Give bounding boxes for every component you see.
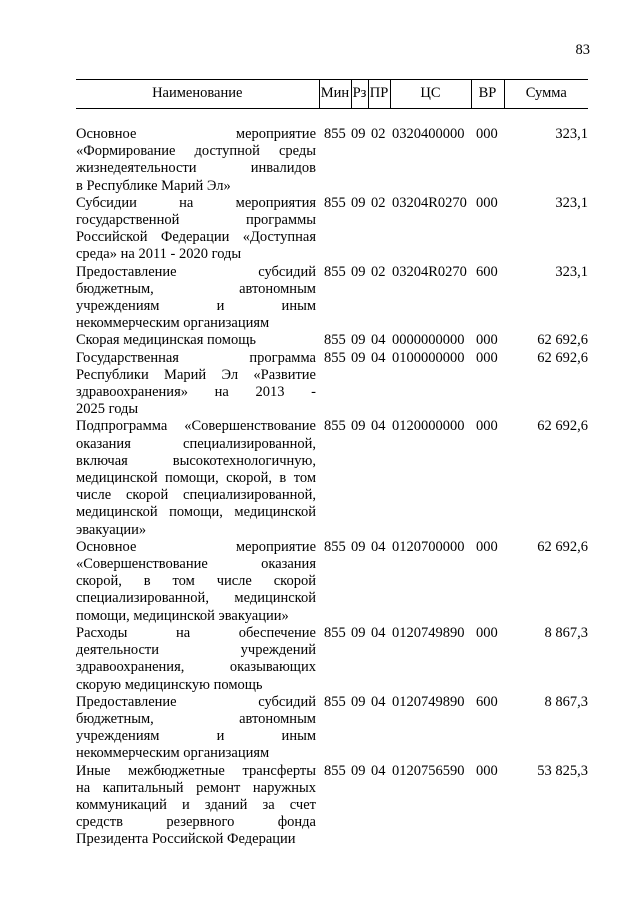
row-vr: 000 <box>476 418 498 435</box>
row-name-line: медицинской помощи, медицинской <box>76 504 316 521</box>
row-vr: 000 <box>476 332 498 349</box>
row-rz: 09 <box>351 126 366 142</box>
row-sum: 8 867,3 <box>544 624 588 641</box>
row-name-line: жизнедеятельности инвалидов <box>76 160 316 177</box>
row-min: 855 <box>324 762 346 779</box>
row-name-line: учреждениям и иным <box>76 298 316 315</box>
row-name <box>76 264 319 333</box>
row-sum: 62 692,6 <box>537 418 588 435</box>
row-name-line: Республики Марий Эл «Развитие <box>76 366 316 383</box>
row-name-line: Субсидии на мероприятия <box>76 194 316 211</box>
row-name-line: Основное мероприятие <box>76 538 316 555</box>
row-name-line: здравоохранения, оказывающих <box>76 659 316 676</box>
row-name <box>76 109 319 195</box>
row-name-line: Государственная программа <box>76 349 316 366</box>
row-rz: 09 <box>351 263 366 280</box>
row-sum: 323,1 <box>555 126 588 142</box>
row-name-line: Предоставление субсидий <box>76 263 316 280</box>
row-min: 855 <box>324 418 346 435</box>
row-name-line: Расходы на обеспечение <box>76 624 316 641</box>
row-name-line: на капитальный ремонт наружных <box>76 779 316 796</box>
table-row <box>76 109 588 195</box>
row-pr: 04 <box>371 349 386 366</box>
row-name-line: средств резервного фонда <box>76 814 316 831</box>
row-name-line: Российской Федерации «Доступная <box>76 229 316 246</box>
row-vr: 000 <box>476 762 498 779</box>
row-min: 855 <box>324 538 346 555</box>
row-rz: 09 <box>351 762 366 779</box>
row-name-line: помощи, медицинской эвакуации» <box>76 607 289 624</box>
row-name <box>76 332 319 349</box>
row-name <box>76 418 319 538</box>
row-name <box>76 763 319 849</box>
row-cs: 03204R0270 <box>392 263 467 280</box>
row-min: 855 <box>324 624 346 641</box>
row-name-line: скорой, в том числе скорой <box>76 573 316 590</box>
row-name-line: медицинской помощи, скорой, в том <box>76 470 316 487</box>
row-name-line: среда» на 2011 - 2020 годы <box>76 246 242 263</box>
table-row <box>76 350 588 419</box>
header-vr: ВР <box>471 80 504 109</box>
row-name-line: деятельности учреждений <box>76 642 316 659</box>
row-rz: 09 <box>351 693 366 710</box>
row-sum: 62 692,6 <box>537 538 588 555</box>
row-vr: 000 <box>476 538 498 555</box>
row-name-line: специализированной, медицинской <box>76 590 316 607</box>
row-name-line: некоммерческим организациям <box>76 745 270 762</box>
table-row <box>76 264 588 333</box>
row-rz: 09 <box>351 194 366 211</box>
row-name-line: Иные межбюджетные трансферты <box>76 762 316 779</box>
row-min: 855 <box>324 349 346 366</box>
row-name <box>76 350 319 419</box>
row-pr: 04 <box>371 418 386 435</box>
row-sum: 62 692,6 <box>537 332 588 349</box>
row-pr: 02 <box>371 263 386 280</box>
row-vr: 000 <box>476 126 498 142</box>
row-sum: 323,1 <box>555 194 588 211</box>
row-cs: 03204R0270 <box>392 194 467 211</box>
row-name-line: числе скорой специализированной, <box>76 487 316 504</box>
row-rz: 09 <box>351 538 366 555</box>
row-name-line: эвакуации» <box>76 521 147 538</box>
table-row <box>76 694 588 763</box>
row-pr: 04 <box>371 332 386 349</box>
row-min: 855 <box>324 332 346 349</box>
row-sum: 8 867,3 <box>544 693 588 710</box>
table-header <box>76 80 588 109</box>
table-row <box>76 418 588 538</box>
row-cs: 0320400000 <box>392 126 465 142</box>
row-name-line: коммуникаций и зданий за счет <box>76 796 316 813</box>
row-pr: 04 <box>371 624 386 641</box>
row-cs: 0120700000 <box>392 538 465 555</box>
row-pr: 02 <box>371 194 386 211</box>
row-name-line: учреждениям и иным <box>76 728 316 745</box>
table-row <box>76 195 588 264</box>
header-min: Мин <box>319 80 351 109</box>
table-row <box>76 763 588 849</box>
row-pr: 04 <box>371 762 386 779</box>
row-name-line: государственной программы <box>76 212 316 229</box>
row-vr: 000 <box>476 624 498 641</box>
row-min: 855 <box>324 194 346 211</box>
row-name-line: в Республике Марий Эл» <box>76 177 231 194</box>
row-name-line: некоммерческим организациям <box>76 315 270 332</box>
row-name <box>76 195 319 264</box>
row-rz: 09 <box>351 624 366 641</box>
row-pr: 04 <box>371 693 386 710</box>
table-row <box>76 539 588 625</box>
budget-table <box>76 79 588 849</box>
page-number: 83 <box>575 42 590 58</box>
row-name-line: скорую медицинскую помощь <box>76 676 263 693</box>
row-vr: 000 <box>476 194 498 211</box>
header-name: Наименование <box>76 80 319 109</box>
row-min: 855 <box>324 263 346 280</box>
row-name-line: «Совершенствование оказания <box>76 556 316 573</box>
row-name-line: включая высокотехнологичную, <box>76 452 316 469</box>
row-name-line: здравоохранения» на 2013 - <box>76 384 316 401</box>
row-name <box>76 539 319 625</box>
row-sum: 53 825,3 <box>537 762 588 779</box>
row-name-line: «Формирование доступной среды <box>76 143 316 160</box>
row-name-line: Скорая медицинская помощь <box>76 332 256 349</box>
header-pr: ПР <box>368 80 390 109</box>
row-vr: 000 <box>476 349 498 366</box>
row-pr: 02 <box>371 126 386 142</box>
row-name-line: 2025 годы <box>76 401 139 418</box>
row-cs: 0120749890 <box>392 624 465 641</box>
header-sum: Сумма <box>504 80 588 109</box>
row-name-line: Основное мероприятие <box>76 126 316 142</box>
row-cs: 0100000000 <box>392 349 465 366</box>
row-name-line: Президента Российской Федерации <box>76 831 296 848</box>
row-vr: 600 <box>476 263 498 280</box>
row-cs: 0120756590 <box>392 762 465 779</box>
row-rz: 09 <box>351 332 366 349</box>
table-row <box>76 625 588 694</box>
row-name-line: бюджетным, автономным <box>76 710 316 727</box>
row-min: 855 <box>324 126 346 142</box>
row-rz: 09 <box>351 349 366 366</box>
table-body <box>76 109 588 849</box>
row-cs: 0120000000 <box>392 418 465 435</box>
row-rz: 09 <box>351 418 366 435</box>
row-name-line: Предоставление субсидий <box>76 693 316 710</box>
row-name-line: бюджетным, автономным <box>76 280 316 297</box>
row-cs: 0000000000 <box>392 332 465 349</box>
row-cs: 0120749890 <box>392 693 465 710</box>
row-sum: 62 692,6 <box>537 349 588 366</box>
row-sum: 323,1 <box>555 263 588 280</box>
row-name-line: оказания специализированной, <box>76 435 316 452</box>
header-rz: Рз <box>351 80 368 109</box>
row-name <box>76 625 319 694</box>
row-name <box>76 694 319 763</box>
header-cs: ЦС <box>390 80 471 109</box>
table-row <box>76 332 588 349</box>
row-name-line: Подпрограмма «Совершенствование <box>76 418 316 435</box>
row-min: 855 <box>324 693 346 710</box>
row-vr: 600 <box>476 693 498 710</box>
row-pr: 04 <box>371 538 386 555</box>
